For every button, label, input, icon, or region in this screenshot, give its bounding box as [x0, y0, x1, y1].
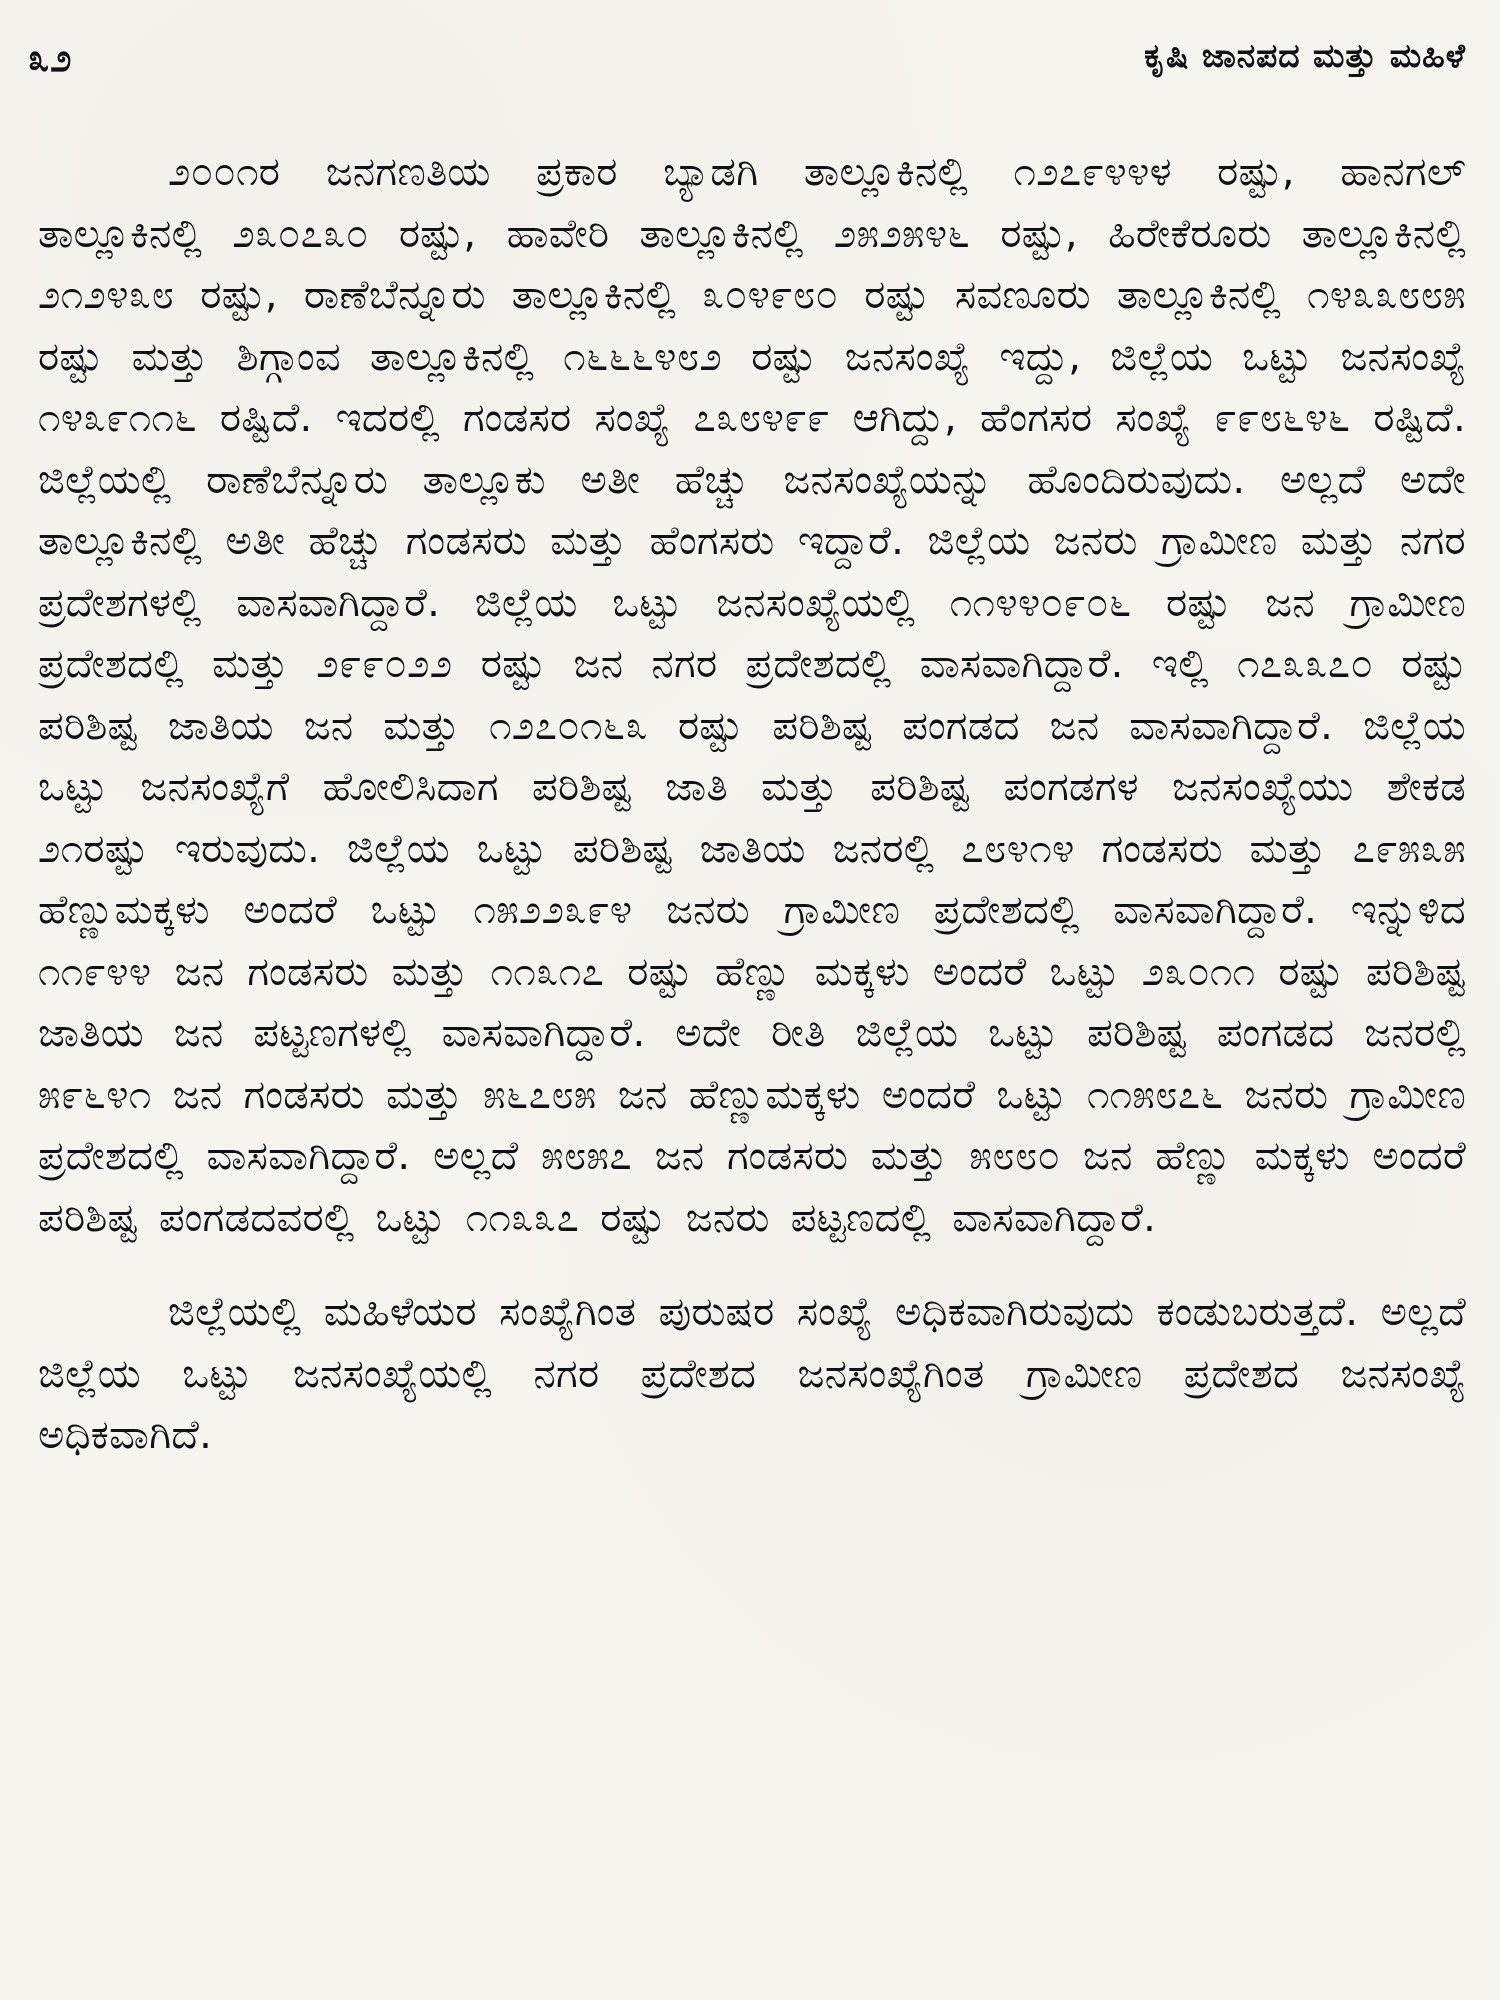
page-number: ೩೨ [28, 36, 73, 80]
page-header [28, 36, 1472, 96]
paragraph-population-summary: ಜಿಲ್ಲೆಯಲ್ಲಿ ಮಹಿಳೆಯರ ಸಂಖ್ಯೆಗಿಂತ ಪುರುಷರ ಸಂಖ್ಯೆ ಅಧಿಕವಾಗಿರುವುದು ಕಂಡುಬರುತ್ತದೆ. ಅಲ್ಲದೆ ಜಿಲ್ಲೆಯ ಒಟ್ಟು ಜನಸಂಖ್ಯೆಯಲ್ಲಿ ನಗರ ಪ್ರದೇಶದ ಜನಸಂಖ್ಯೆಗಿಂತ ಗ್ರಾಮೀಣ ಪ್ರದೇಶದ ಜನಸಂಖ್ಯೆ ಅಧಿಕವಾಗಿದೆ. [38, 1289, 1466, 1458]
paragraph-census-statistics: ೨೦೦೧ರ ಜನಗಣತಿಯ ಪ್ರಕಾರ ಬ್ಯಾಡಗಿ ತಾಲ್ಲೂಕಿನಲ್ಲಿ ೧೨೭೯೪೪ಳ ರಷ್ಟು, ಹಾನಗಲ್ ತಾಲ್ಲೂಕಿನಲ್ಲಿ ೨೩೦೭೩೦ ರಷ್ಟು, ಹಾವೇರಿ ತಾಲ್ಲೂಕಿನಲ್ಲಿ ೨೫೨೫೪೬ ರಷ್ಟು, ಹಿರೇಕೆರೂರು ತಾಲ್ಲೂಕಿನಲ್ಲಿ ೨೧೨೪೩೮ ರಷ್ಟು, ರಾಣೆಬೆನ್ನೂರು ತಾಲ್ಲೂಕಿನಲ್ಲಿ ೩೦೪೯೮೦ ರಷ್ಟು ಸವಣೂರು ತಾಲ್ಲೂಕಿನಲ್ಲಿ ೧೪೩೩೮೮೫ ರಷ್ಟು ಮತ್ತು ಶಿಗ್ಗಾಂವ ತಾಲ್ಲೂಕಿನಲ್ಲಿ ೧೬೬೬೪೮೨ ರಷ್ಟು ಜನಸಂಖ್ಯೆ ಇದ್ದು, ಜಿಲ್ಲೆಯ ಒಟ್ಟು ಜನಸಂಖ್ಯೆ ೧೪೩೯೧೧೬ ರಷ್ಟಿದೆ. ಇದರಲ್ಲಿ ಗಂಡಸರ ಸಂಖ್ಯೆ ೭೩೮೪೯೯ ಆಗಿದ್ದು, ಹೆಂಗಸರ ಸಂಖ್ಯೆ ೯೯೮೬೪೬ ರಷ್ಟಿದೆ. ಜಿಲ್ಲೆಯಲ್ಲಿ ರಾಣೆಬೆನ್ನೂರು ತಾಲ್ಲೂಕು ಅತೀ ಹೆಚ್ಚು ಜನಸಂಖ್ಯೆಯನ್ನು ಹೊಂದಿರುವುದು. ಅಲ್ಲದೆ ಅದೇ ತಾಲ್ಲೂಕಿನಲ್ಲಿ ಅತೀ ಹೆಚ್ಚು ಗಂಡಸರು ಮತ್ತು ಹೆಂಗಸರು ಇದ್ದಾರೆ. ಜಿಲ್ಲೆಯ ಜನರು ಗ್ರಾಮೀಣ ಮತ್ತು ನಗರ ಪ್ರದೇಶಗಳಲ್ಲಿ ವಾಸವಾಗಿದ್ದಾರೆ. ಜಿಲ್ಲೆಯ ಒಟ್ಟು ಜನಸಂಖ್ಯೆಯಲ್ಲಿ ೧೧೪೪೦೯೦೬ ರಷ್ಟು ಜನ ಗ್ರಾಮೀಣ ಪ್ರದೇಶದಲ್ಲಿ ಮತ್ತು ೨೯೯೦೨೨ ರಷ್ಟು ಜನ ನಗರ ಪ್ರದೇಶದಲ್ಲಿ ವಾಸವಾಗಿದ್ದಾರೆ. ಇಲ್ಲಿ ೧೭೩೩೭೦ ರಷ್ಟು ಪರಿಶಿಷ್ಟ ಜಾತಿಯ ಜನ ಮತ್ತು ೧೨೭೦೧೬೩ ರಷ್ಟು ಪರಿಶಿಷ್ಟ ಪಂಗಡದ ಜನ ವಾಸವಾಗಿದ್ದಾರೆ. ಜಿಲ್ಲೆಯ ಒಟ್ಟು ಜನಸಂಖ್ಯೆಗೆ ಹೋಲಿಸಿದಾಗ ಪರಿಶಿಷ್ಟ ಜಾತಿ ಮತ್ತು ಪರಿಶಿಷ್ಟ ಪಂಗಡಗಳ ಜನಸಂಖ್ಯೆಯು ಶೇಕಡ ೨೧ರಷ್ಟು ಇರುವುದು. ಜಿಲ್ಲೆಯ ಒಟ್ಟು ಪರಿಶಿಷ್ಟ ಜಾತಿಯ ಜನರಲ್ಲಿ ೭೮೪೧೪ ಗಂಡಸರು ಮತ್ತು ೭೯೫೩೫ ಹೆಣ್ಣುಮಕ್ಕಳು ಅಂದರೆ ಒಟ್ಟು ೧೫೨೨೩೯೪ ಜನರು ಗ್ರಾಮೀಣ ಪ್ರದೇಶದಲ್ಲಿ ವಾಸವಾಗಿದ್ದಾರೆ. ಇನ್ನುಳಿದ ೧೧೯೪೪ ಜನ ಗಂಡಸರು ಮತ್ತು ೧೧೩೧೭ ರಷ್ಟು ಹೆಣ್ಣು ಮಕ್ಕಳು ಅಂದರೆ ಒಟ್ಟು ೨೩೦೧೧ ರಷ್ಟು ಪರಿಶಿಷ್ಟ ಜಾತಿಯ ಜನ ಪಟ್ಟಣಗಳಲ್ಲಿ ವಾಸವಾಗಿದ್ದಾರೆ. ಅದೇ ರೀತಿ ಜಿಲ್ಲೆಯ ಒಟ್ಟು ಪರಿಶಿಷ್ಟ ಪಂಗಡದ ಜನರಲ್ಲಿ ೫೯೬೪೧ ಜನ ಗಂಡಸರು ಮತ್ತು ೫೬೭೮೫ ಜನ ಹೆಣ್ಣುಮಕ್ಕಳು ಅಂದರೆ ಒಟ್ಟು ೧೧೫೮೭೬ ಜನರು ಗ್ರಾಮೀಣ ಪ್ರದೇಶದಲ್ಲಿ ವಾಸವಾಗಿದ್ದಾರೆ. ಅಲ್ಲದೆ ೫೮೫೭ ಜನ ಗಂಡಸರು ಮತ್ತು ೫೮೮೦ ಜನ ಹೆಣ್ಣು ಮಕ್ಕಳು ಅಂದರೆ ಪರಿಶಿಷ್ಟ ಪಂಗಡದವರಲ್ಲಿ ಒಟ್ಟು ೧೧೩೩೭ ರಷ್ಟು ಜನರು ಪಟ್ಟಣದಲ್ಲಿ ವಾಸವಾಗಿದ್ದಾರೆ. [38, 149, 1466, 1241]
body-text [38, 142, 1466, 1467]
book-title: ಕೃಷಿ ಜಾನಪದ ಮತ್ತು ಮಹಿಳೆ [1144, 36, 1466, 75]
